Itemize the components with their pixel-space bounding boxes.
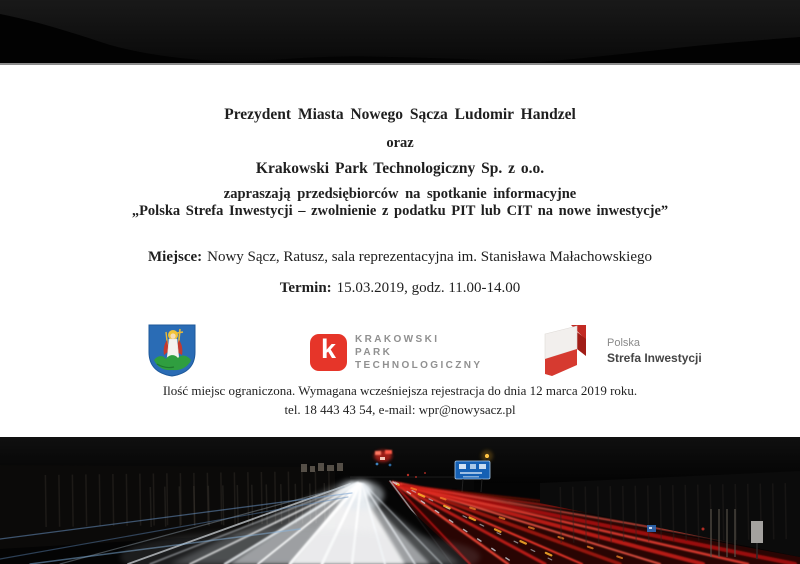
nowy-sacz-coat-of-arms-icon (147, 324, 197, 377)
top-banner-photo (0, 0, 800, 65)
psi-logo (543, 325, 702, 381)
place-value: Nowy Sącz, Ratusz, sala reprezentacyjna im. Stanisława Małachowskiego (207, 249, 652, 265)
contact-line: tel. 18 443 43 54, e-mail: wpr@nowysacz.pl (284, 402, 516, 417)
date-value: 15.03.2019, godz. 11.00-14.00 (336, 280, 521, 296)
invite-line: zapraszają przedsiębiorców na spotkanie informacyjne (223, 186, 577, 202)
kpt-logo-icon (310, 334, 347, 371)
co-organizer-line: Krakowski Park Technologiczny Sp. z o.o. (255, 160, 545, 177)
conjunction-line: oraz (386, 135, 414, 151)
kpt-logo-line3: TECHNOLOGICZNY (355, 360, 483, 371)
kpt-logo-text (355, 333, 483, 372)
psi-logo-text (607, 325, 702, 381)
date-label: Termin: (279, 280, 332, 296)
place-line (0, 249, 800, 266)
organizer-line: Prezydent Miasta Nowego Sącza Ludomir Handzel (224, 106, 576, 123)
kpt-logo-line2: PARK (355, 347, 393, 358)
registration-note: Ilość miejsc ograniczona. Wymagana wcześniejsza rejestracja do dnia 12 marca 2019 roku. (162, 383, 638, 398)
highway-photo (0, 437, 800, 564)
date-line (0, 280, 800, 297)
kpt-logo (310, 333, 483, 372)
place-label: Miejsce: (148, 249, 203, 265)
kpt-logo-letter: k (320, 334, 337, 364)
kpt-logo-line1: KRAKOWSKI (355, 334, 440, 345)
psi-logo-line1: Polska (607, 337, 641, 349)
invitation-body (0, 65, 800, 437)
psi-flag-icon (543, 325, 595, 381)
psi-logo-line2: Strefa Inwestycji (607, 351, 702, 365)
event-title: „Polska Strefa Inwestycji – zwolnienie z podatku PIT lub CIT na nowe inwestycje” (131, 203, 669, 219)
